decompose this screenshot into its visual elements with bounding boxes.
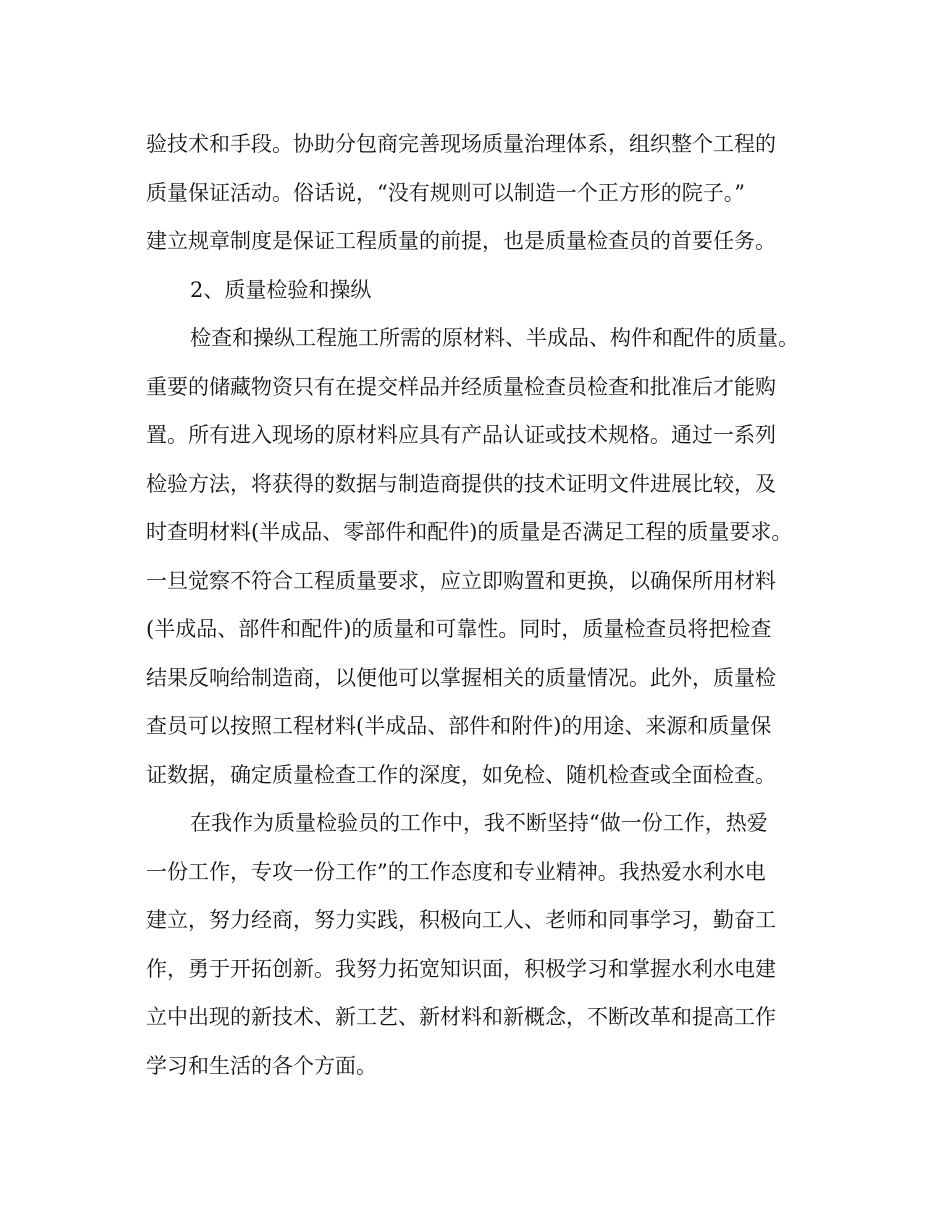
text-line: 作，勇于开拓创新。我努力拓宽知识面，积极学习和掌握水利水电建 [146,956,776,981]
text-line: 验技术和手段。协助分包商完善现场质量治理体系，组织整个工程的 [146,132,776,156]
section-heading: 2、质量检验和操纵 [190,277,372,302]
text-line: 重要的储藏物资只有在提交样品并经质量检查员检查和批准后才能购 [146,374,776,399]
text-line: 建立规章制度是保证工程质量的前提，也是质量检查员的首要任务。 [146,229,776,253]
text-line: 质量保证活动。俗话说，“没有规则可以制造一个正方形的院子。” [146,180,745,205]
text-line: 建立，努力经商，努力实践，积极向工人、老师和同事学习，勤奋工 [146,908,776,932]
text-line: 检验方法，将获得的数据与制造商提供的技术证明文件进展比较，及 [146,471,776,496]
text-line: 检查和操纵工程施工所需的原材料、半成品、构件和配件的质量。 [190,326,799,350]
text-line: 学习和生活的各个方面。 [146,1053,377,1078]
text-line: 查员可以按照工程材料(半成品、部件和附件)的用途、来源和质量保 [146,714,772,738]
text-line: 证数据，确定质量检查工作的深度，如免检、随机检查或全面检查。 [146,762,776,787]
text-line: 在我作为质量检验员的工作中，我不断坚持“做一份工作，热爱 [190,811,768,835]
document-body [146,120,826,1090]
text-line: 立中出现的新技术、新工艺、新材料和新概念，不断改革和提高工作 [146,1005,776,1029]
text-line: 一旦觉察不符合工程质量要求，应立即购置和更换，以确保所用材料 [146,568,776,593]
text-line: 置。所有进入现场的原材料应具有产品认证或技术规格。通过一系列 [146,423,776,447]
text-line: 结果反响给制造商，以便他可以掌握相关的质量情况。此外，质量检 [146,665,776,690]
text-line: 时查明材料(半成品、零部件和配件)的质量是否满足工程的质量要求。 [146,520,793,544]
text-line: (半成品、部件和配件)的质量和可靠性。同时，质量检查员将把检查 [146,617,772,641]
text-line: 一份工作，专攻一份工作”的工作态度和专业精神。我热爱水利水电 [146,859,766,884]
